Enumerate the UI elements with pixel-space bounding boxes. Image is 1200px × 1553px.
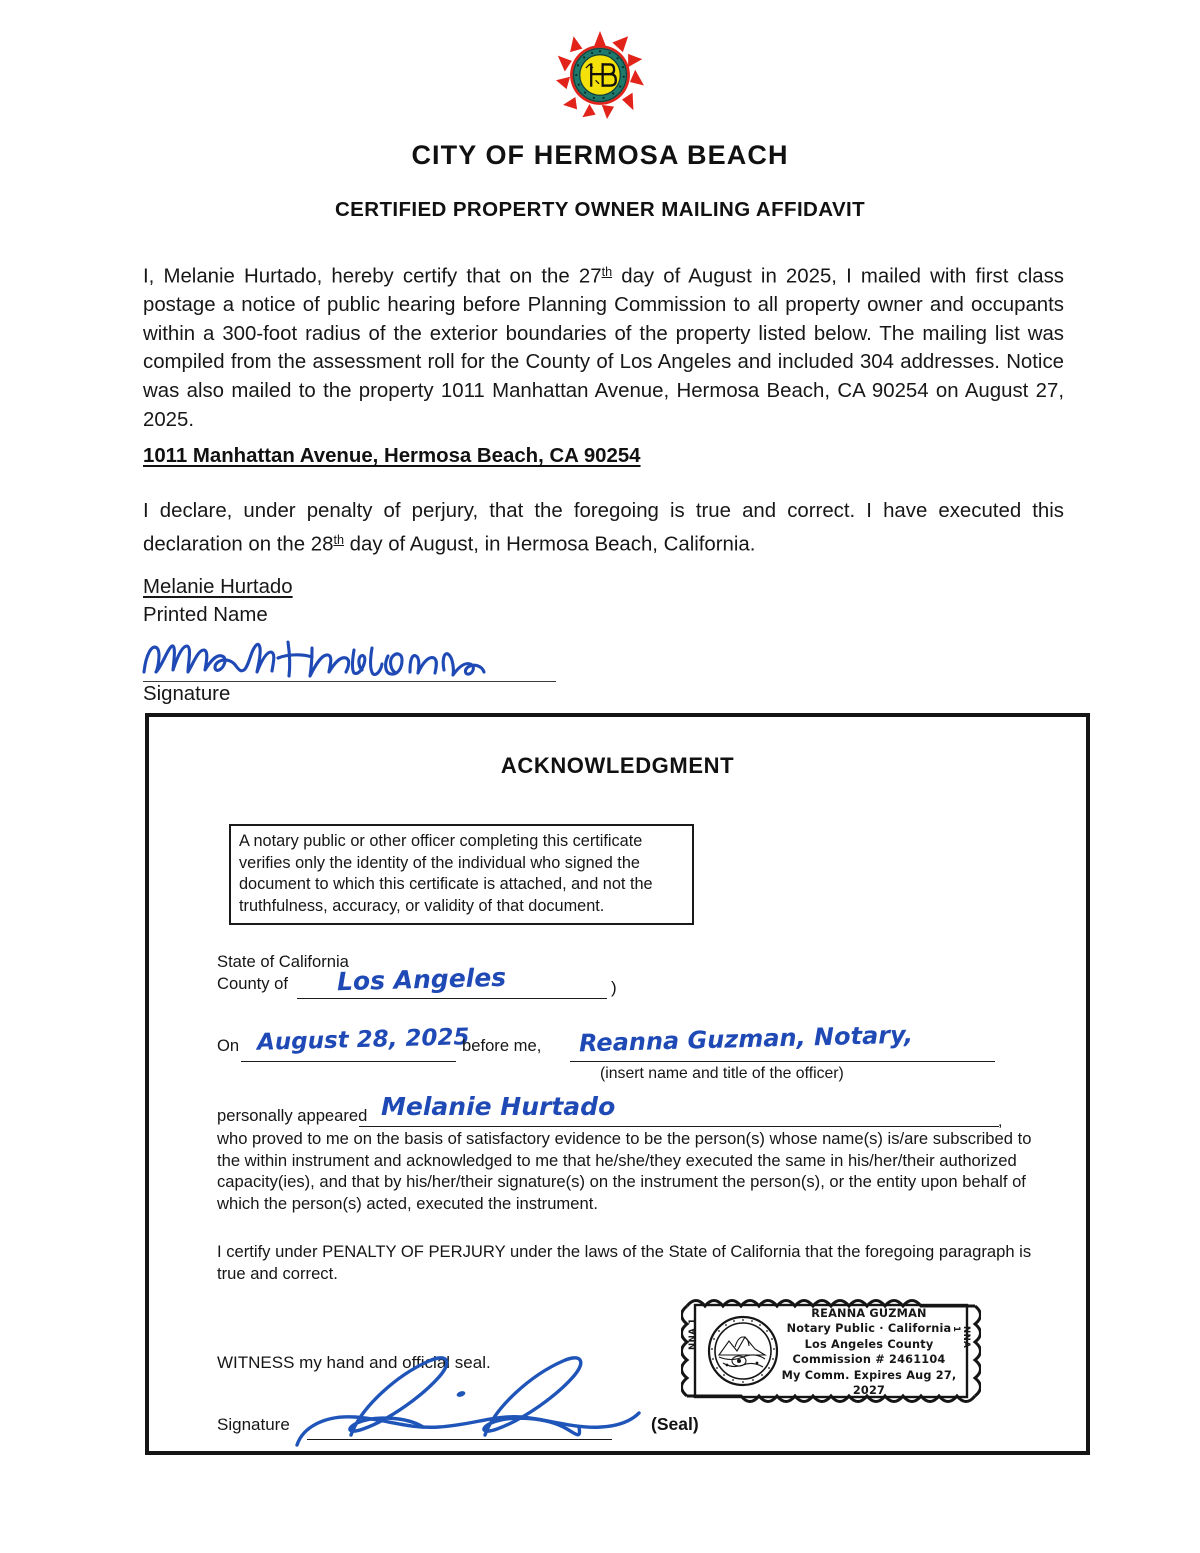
notary-signature [289,1335,649,1450]
printed-name-label: Printed Name [143,604,268,626]
declare-text-part1: I declare, under penalty of perjury, that the foregoing is true and correct. I have executed this declaration on the 28 [143,500,1064,556]
officer-field-hint: (insert name and title of the officer) [600,1065,844,1082]
county-closing-paren: ) [611,978,617,997]
state-label: State of California [217,952,349,971]
stamp-commission-number: Commission # 2461104 [792,1353,946,1367]
certify-text-part1: I, Melanie Hurtado, hereby certify that on the 27 [143,265,602,288]
declare-text-part2: day of August, in Hermosa Beach, California. [344,533,756,556]
personally-appeared-value: Melanie Hurtado [381,1092,616,1121]
property-address: 1011 Manhattan Avenue, Hermosa Beach, CA 90254 [143,445,641,467]
date-field-rule [241,1061,456,1062]
notary-stamp-text [773,1306,965,1398]
stamp-commission-expiry: My Comm. Expires Aug 27, 2027 [781,1368,957,1398]
county-field-rule [297,998,607,999]
certify-text-part2: day of August in 2025, I mailed with first class postage a notice of public hearing before Planning Commission to all property owner and occupants within a 300-foot radius of the exterior boundaries of the property listed below. The mailing list was compiled from the assessment roll for the County of Los Angeles and included 304 addresses. Notice was also mailed to the property 1011 Manhattan Avenue, Hermosa Beach, CA 90254 on August 27, 2025. [143,265,1064,431]
stamp-side-marking-right: NNA 1 [951,1326,971,1349]
page-title: CITY OF HERMOSA BEACH [411,140,789,170]
before-me-label: before me, [462,1036,542,1055]
notary-signature-rule [307,1439,612,1440]
affiant-signature [140,626,560,682]
page-subtitle: CERTIFIED PROPERTY OWNER MAILING AFFIDAVIT [334,198,866,221]
ordinal-suffix: th [333,532,344,547]
notary-disclaimer-box: A notary public or other officer completing this certificate verifies only the identity of the individual who signed the document to which this certificate is attached, and not the truthfulness, accuracy, or validity of that document. [229,824,694,925]
proved-paragraph: who proved to me on the basis of satisfactory evidence to be the person(s) whose name(s) is/are subscribed to the within instrument and acknowledged to me that he/she/they executed the same in his/her/their authorized capacity(ies), and that by his/her/their signature(s) on the instrument the person(s), or the entity upon behalf of which the person(s) acted, executed the instrument. [217,1129,1032,1213]
stamp-notary-county: Los Angeles County [804,1337,934,1351]
stamp-side-marking-left: NNA 1 [688,1317,698,1350]
notary-stamp [681,1292,981,1412]
stamp-notary-name: REANNA GUZMAN [811,1307,927,1320]
notary-signature-label: Signature [217,1415,290,1434]
city-seal-icon [556,31,644,119]
signature-label: Signature [143,683,231,705]
certify-paragraph [143,258,1064,434]
acknowledgment-heading: ACKNOWLEDGMENT [500,753,735,778]
officer-field-value: Reanna Guzman, Notary, [578,1020,914,1058]
on-label: On [217,1036,240,1055]
seal-label: (Seal) [651,1414,699,1434]
acknowledgment-box [145,713,1090,1455]
county-label: County of [217,974,289,993]
stamp-notary-title: Notary Public · California [786,1322,952,1336]
affiant-signature-rule [143,681,556,682]
witness-line: WITNESS my hand and official seal. [217,1353,491,1372]
declaration-paragraph [143,497,1064,559]
perjury-paragraph: I certify under PENALTY OF PERJURY under the laws of the State of California that the foregoing paragraph is true and correct. [217,1242,1032,1283]
officer-field-rule [570,1061,995,1062]
ordinal-suffix: th [601,265,613,279]
date-field-value: August 28, 2025 [256,1024,470,1056]
personally-appeared-label: personally appeared [217,1106,368,1125]
affiant-printed-name: Melanie Hurtado [143,576,293,598]
personally-appeared-rule [359,1126,999,1127]
county-field-value: Los Angeles [336,962,507,997]
personally-appeared-comma: , [998,1113,1003,1130]
